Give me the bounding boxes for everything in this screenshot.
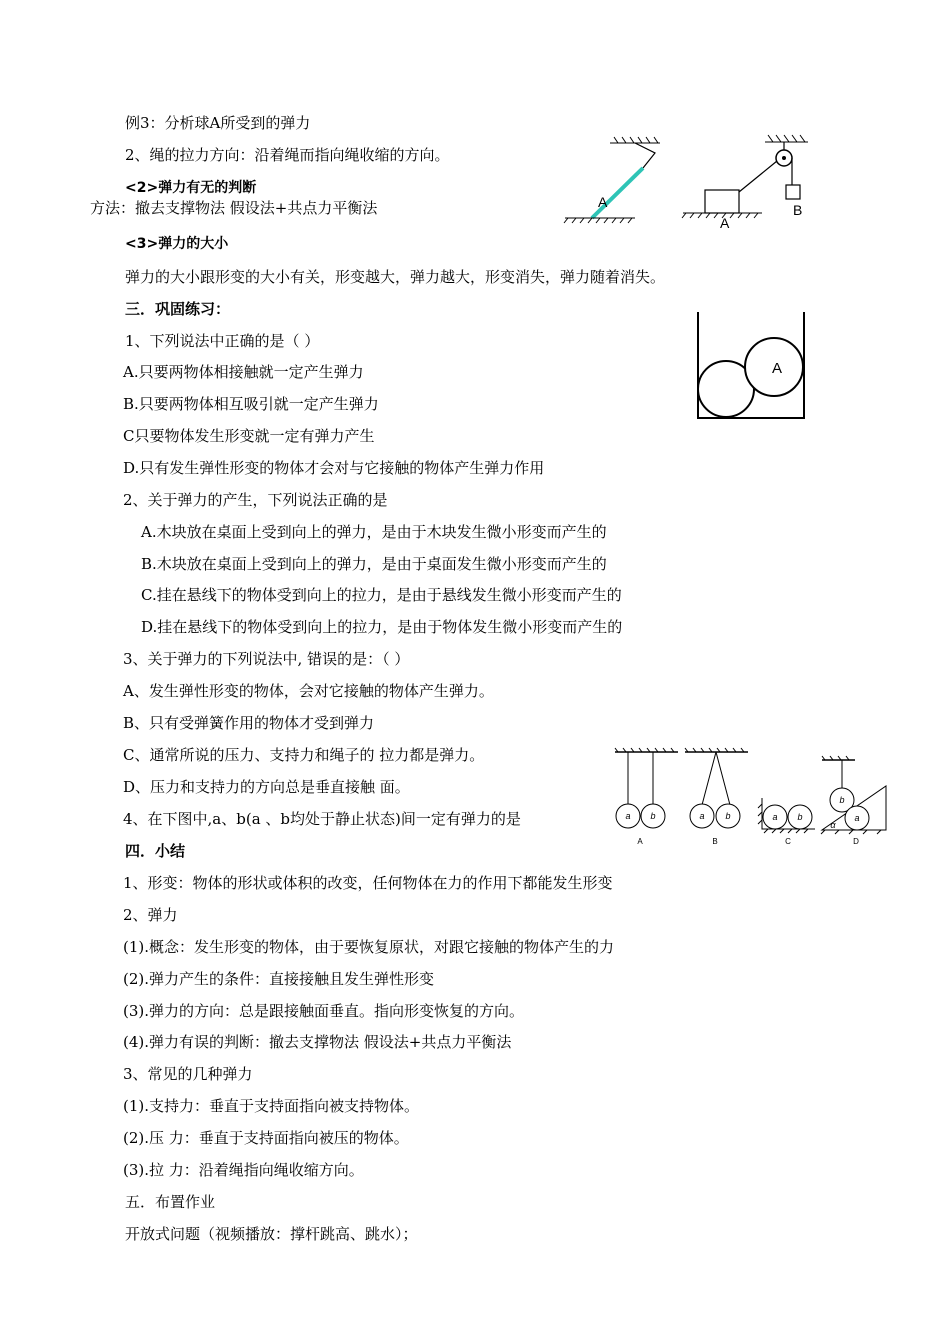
rod-figure xyxy=(560,135,670,225)
rope-to-block xyxy=(739,161,777,192)
q3-option-c: C、通常所说的压力、支持力和绳子的 拉力都是弹力。 xyxy=(123,746,485,764)
q1-option-c: C只要物体发生形变就一定有弹力产生 xyxy=(123,427,375,445)
option-c-letter: C xyxy=(785,837,791,846)
rope-direction: 2、绳的拉力方向：沿着绳而指向绳收缩的方向。 xyxy=(125,146,450,164)
rod xyxy=(592,168,643,218)
practice-heading: 三．巩固练习： xyxy=(125,300,231,318)
summary-line-5: (3).弹力的方向：总是跟接触面垂直。指向形变恢复的方向。 xyxy=(123,1002,525,1020)
pulley-figure xyxy=(680,130,810,230)
option-b-ball-b: b xyxy=(725,811,731,821)
q3-option-b: B、只有受弹簧作用的物体才受到弹力 xyxy=(123,714,375,732)
floor-hatch xyxy=(564,218,635,223)
summary-line-8: (1).支持力：垂直于支持面指向被支持物体。 xyxy=(123,1097,420,1115)
summary-line-4: (2).弹力产生的条件：直接接触且发生弹性形变 xyxy=(123,970,435,988)
option-a-ball-a: a xyxy=(625,811,631,821)
ball-a-label: A xyxy=(772,360,783,377)
rope xyxy=(635,143,655,168)
q3-option-a: A、发生弹性形变的物体，会对它接触的物体产生弹力。 xyxy=(123,682,494,700)
q1-option-a: A.只要两物体相接触就一定产生弹力 xyxy=(123,363,364,381)
q4-options-figure xyxy=(610,748,910,848)
q1-option-b: B.只要两物体相互吸引就一定产生弹力 xyxy=(123,395,379,413)
option-a-ball-b: b xyxy=(650,811,656,821)
option-b-diagram xyxy=(685,748,748,828)
homework-heading: 五．布置作业 xyxy=(125,1193,216,1211)
summary-line-1: 1、形变：物体的形状或体积的改变，任何物体在力的作用下都能发生形变 xyxy=(123,874,613,892)
magnitude-heading: <3>弹力的大小 xyxy=(125,236,229,252)
summary-heading: 四．小结 xyxy=(125,842,186,860)
ceiling-hatch xyxy=(610,137,660,143)
option-d-angle: α xyxy=(830,820,836,830)
option-b-letter: B xyxy=(712,837,718,846)
balls-in-box-figure xyxy=(696,310,808,422)
option-d-ball-b: b xyxy=(839,795,845,805)
option-d-letter: D xyxy=(853,837,859,846)
option-a-letter: A xyxy=(637,837,643,846)
judgement-method: 方法：撤去支撑物法 假设法+共点力平衡法 xyxy=(90,199,378,217)
ceiling-hatch xyxy=(765,135,808,142)
q1-option-d: D.只有发生弹性形变的物体才会对与它接触的物体产生弹力作用 xyxy=(123,459,545,477)
rod-label: A xyxy=(598,194,608,210)
option-a-diagram xyxy=(615,748,678,828)
judgement-heading: <2>弹力有无的判断 xyxy=(125,180,257,196)
magnitude-text: 弹力的大小跟形变的大小有关，形变越大，弹力越大，形变消失，弹力随着消失。 xyxy=(125,268,666,286)
summary-line-7: 3、常见的几种弹力 xyxy=(123,1065,253,1083)
q4-stem: 4、在下图中,a、b(a 、b均处于静止状态)间一定有弹力的是 xyxy=(123,810,521,828)
q2-option-d: D.挂在悬线下的物体受到向上的拉力，是由于物体发生微小形变而产生的 xyxy=(141,618,623,636)
summary-line-10: (3).拉 力：沿着绳指向绳收缩方向。 xyxy=(123,1161,364,1179)
q2-option-b: B.木块放在桌面上受到向上的弹力，是由于桌面发生微小形变而产生的 xyxy=(141,555,607,573)
summary-line-3: (1).概念：发生形变的物体，由于要恢复原状，对跟它接触的物体产生的力 xyxy=(123,938,615,956)
homework-text: 开放式问题（视频播放：撑杆跳高、跳水）； xyxy=(125,1225,418,1243)
block-label: A xyxy=(720,215,730,231)
option-d-ball-a: a xyxy=(854,813,860,823)
q2-stem: 2、关于弹力的产生，下列说法正确的是 xyxy=(123,491,388,509)
q2-option-a: A.木块放在桌面上受到向上的弹力，是由于木块发生微小形变而产生的 xyxy=(141,523,607,541)
option-c-diagram xyxy=(758,798,815,833)
q1-stem: 1、下列说法中正确的是（ ） xyxy=(125,332,320,350)
weight-label: B xyxy=(793,202,803,218)
option-c-ball-a: a xyxy=(772,812,778,822)
summary-line-9: (2).压 力：垂直于支持面指向被压的物体。 xyxy=(123,1129,409,1147)
summary-line-2: 2、弹力 xyxy=(123,906,178,924)
q2-option-c: C.挂在悬线下的物体受到向上的拉力，是由于悬线发生微小形变而产生的 xyxy=(141,586,622,604)
block-a xyxy=(705,190,739,213)
summary-line-6: (4).弹力有误的判断：撤去支撑物法 假设法+共点力平衡法 xyxy=(123,1033,512,1051)
weight-b xyxy=(786,185,800,199)
example3-title: 例3：分析球A所受到的弹力 xyxy=(125,114,311,132)
q3-stem: 3、关于弹力的下列说法中, 错误的是：（ ） xyxy=(123,650,410,668)
option-c-ball-b: b xyxy=(797,812,803,822)
q3-option-d: D、压力和支持力的方向总是垂直接触 面。 xyxy=(123,778,410,796)
option-b-ball-a: a xyxy=(699,811,705,821)
